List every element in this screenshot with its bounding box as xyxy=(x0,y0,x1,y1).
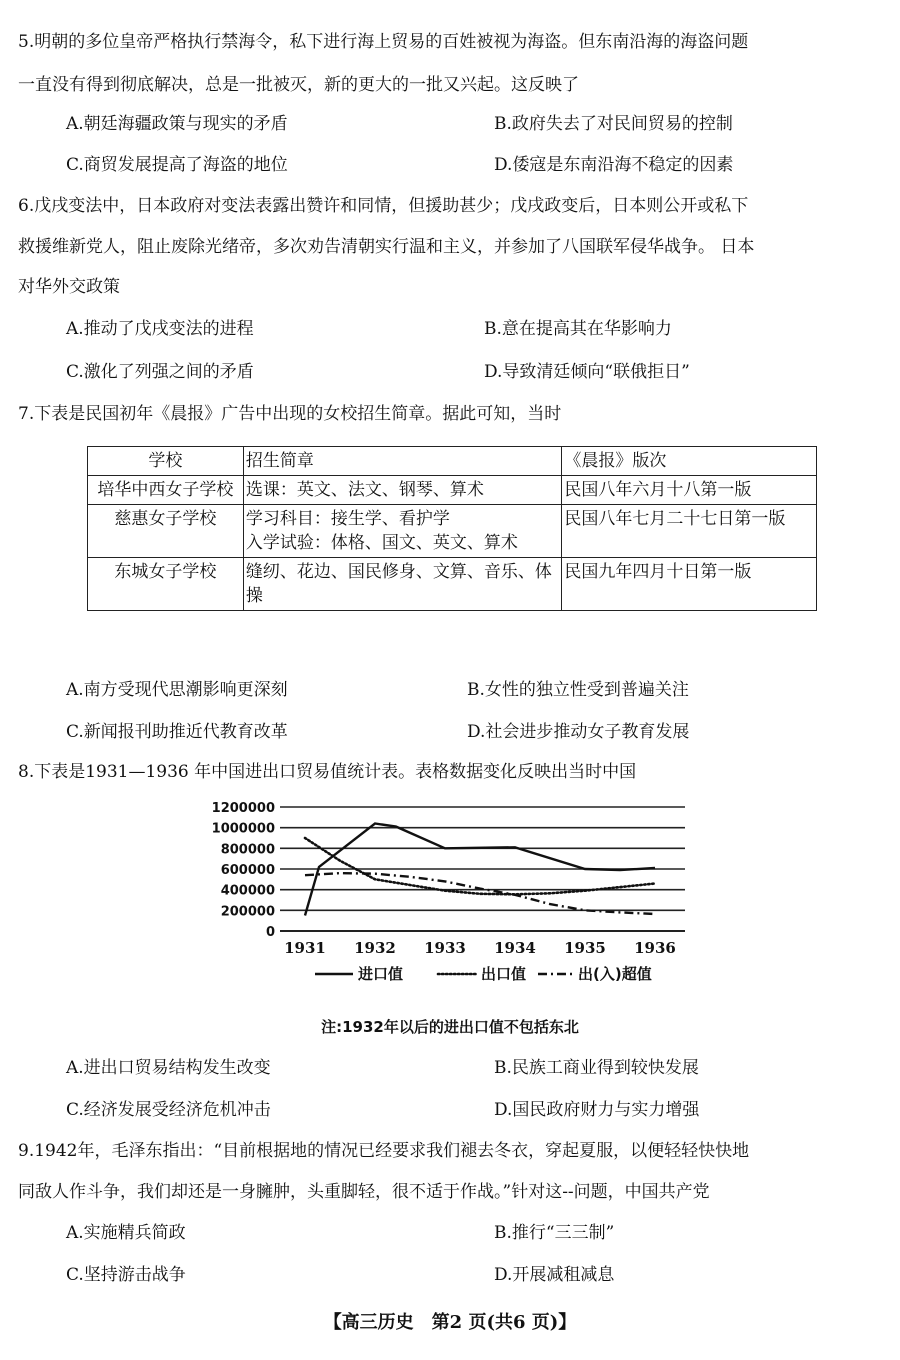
series-line-dotted xyxy=(305,838,655,894)
legend-label: 进口值 xyxy=(358,965,404,983)
q8-stem: 8.下表是1931—1936 年中国进出口贸易值统计表。表格数据变化反映出当时中国 xyxy=(18,762,637,782)
q6-stem-line1: 6.戊戌变法中，日本政府对变法表露出赞许和同情，但援助甚少；戊戌政变后，日本则公开或私下 xyxy=(18,196,749,216)
table-cell: 东城女子学校 xyxy=(88,558,244,611)
y-tick-label: 600000 xyxy=(220,863,275,878)
table-header-row xyxy=(88,447,817,476)
table-row xyxy=(88,476,817,505)
table-row xyxy=(88,558,817,611)
q7-table xyxy=(87,446,817,611)
x-tick-label: 1935 xyxy=(564,939,606,957)
x-tick-label: 1934 xyxy=(494,939,536,957)
q9-option-b[interactable]: B.推行“三三制” xyxy=(494,1223,615,1243)
table-cell: 学习科目：接生学、看护学 入学试验：体格、国文、英文、算术 xyxy=(243,505,562,558)
q7-option-d[interactable]: D.社会进步推动女子教育发展 xyxy=(467,722,690,742)
table-header-cell: 学校 xyxy=(88,447,244,476)
q8-line-chart xyxy=(200,797,700,1047)
y-tick-label: 1000000 xyxy=(211,821,275,837)
trade-chart-svg xyxy=(200,797,700,1007)
q5-stem-line1: 5.明朝的多位皇帝严格执行禁海令，私下进行海上贸易的百姓被视为海盗。但东南沿海的海盗问题 xyxy=(18,32,749,52)
x-tick-label: 1931 xyxy=(284,939,326,957)
y-tick-label: 400000 xyxy=(220,883,275,899)
table-cell: 缝纫、花边、国民修身、文算、音乐、体操 xyxy=(243,558,562,611)
q8-option-a[interactable]: A.进出口贸易结构发生改变 xyxy=(66,1058,271,1078)
q6-option-b[interactable]: B.意在提高其在华影响力 xyxy=(484,319,672,339)
legend-label: 出(入)超值 xyxy=(578,965,652,983)
table-header-cell: 《晨报》版次 xyxy=(562,447,817,476)
q8-option-b[interactable]: B.民族工商业得到较快发展 xyxy=(494,1058,699,1078)
legend-label: 出口值 xyxy=(481,965,527,983)
q7-stem: 7.下表是民国初年《晨报》广告中出现的女校招生简章。据此可知，当时 xyxy=(18,404,562,424)
x-tick-label: 1936 xyxy=(634,939,676,957)
table-cell: 民国九年四月十日第一版 xyxy=(562,558,817,611)
q7-option-a[interactable]: A.南方受现代思潮影响更深刻 xyxy=(66,680,288,700)
table-cell: 培华中西女子学校 xyxy=(88,476,244,505)
q8-chart-note: 注:1932年以后的进出口值不包括东北 xyxy=(321,1018,579,1036)
q5-option-c[interactable]: C.商贸发展提高了海盗的地位 xyxy=(66,155,288,175)
table-cell: 选课：英文、法文、钢琴、算术 xyxy=(243,476,562,505)
q5-option-b[interactable]: B.政府失去了对民间贸易的控制 xyxy=(494,114,733,134)
q8-option-d[interactable]: D.国民政府财力与实力增强 xyxy=(494,1100,700,1120)
q9-stem-line2: 同敌人作斗争，我们却还是一身臃肿，头重脚轻，很不适于作战。”针对这--问题，中国共产党 xyxy=(18,1182,710,1202)
q5-option-a[interactable]: A.朝廷海疆政策与现实的矛盾 xyxy=(66,114,288,134)
y-tick-label: 200000 xyxy=(220,904,275,920)
page-footer: 【高三历史 第2 页(共6 页)】 xyxy=(323,1312,577,1333)
q6-option-d[interactable]: D.导致清廷倾向“联俄拒日” xyxy=(484,362,690,382)
q7-option-c[interactable]: C.新闻报刊助推近代教育改革 xyxy=(66,722,288,742)
y-tick-label: 800000 xyxy=(220,842,275,858)
q9-stem-line1: 9.1942年，毛泽东指出：“目前根据地的情况已经要求我们褪去冬衣，穿起夏服，以便轻轻快快地 xyxy=(18,1141,750,1161)
table-cell: 慈惠女子学校 xyxy=(88,505,244,558)
table-cell: 民国八年六月十八第一版 xyxy=(562,476,817,505)
y-tick-label: 0 xyxy=(265,925,275,940)
q6-stem-line2: 救援维新党人，阻止废除光绪帝，多次劝告清朝实行温和主义，并参加了八国联军侵华战争。 日本 xyxy=(18,237,755,257)
table-cell: 民国八年七月二十七日第一版 xyxy=(562,505,817,558)
q9-option-a[interactable]: A.实施精兵简政 xyxy=(66,1223,186,1243)
q5-stem-line2: 一直没有得到彻底解决，总是一批被灭，新的更大的一批又兴起。这反映了 xyxy=(18,75,579,95)
x-tick-label: 1933 xyxy=(424,939,466,957)
x-tick-label: 1932 xyxy=(354,939,396,957)
q9-option-c[interactable]: C.坚持游击战争 xyxy=(66,1265,186,1285)
q6-option-c[interactable]: C.激化了列强之间的矛盾 xyxy=(66,362,254,382)
table-header-cell: 招生简章 xyxy=(243,447,562,476)
q6-stem-line3: 对华外交政策 xyxy=(18,277,120,297)
q9-option-d[interactable]: D.开展减租减息 xyxy=(494,1265,615,1285)
q5-option-d[interactable]: D.倭寇是东南沿海不稳定的因素 xyxy=(494,155,734,175)
q8-option-c[interactable]: C.经济发展受经济危机冲击 xyxy=(66,1100,271,1120)
table-row xyxy=(88,505,817,558)
q7-option-b[interactable]: B.女性的独立性受到普遍关注 xyxy=(467,680,689,700)
q6-option-a[interactable]: A.推动了戊戌变法的进程 xyxy=(66,319,254,339)
y-tick-label: 1200000 xyxy=(211,801,275,816)
